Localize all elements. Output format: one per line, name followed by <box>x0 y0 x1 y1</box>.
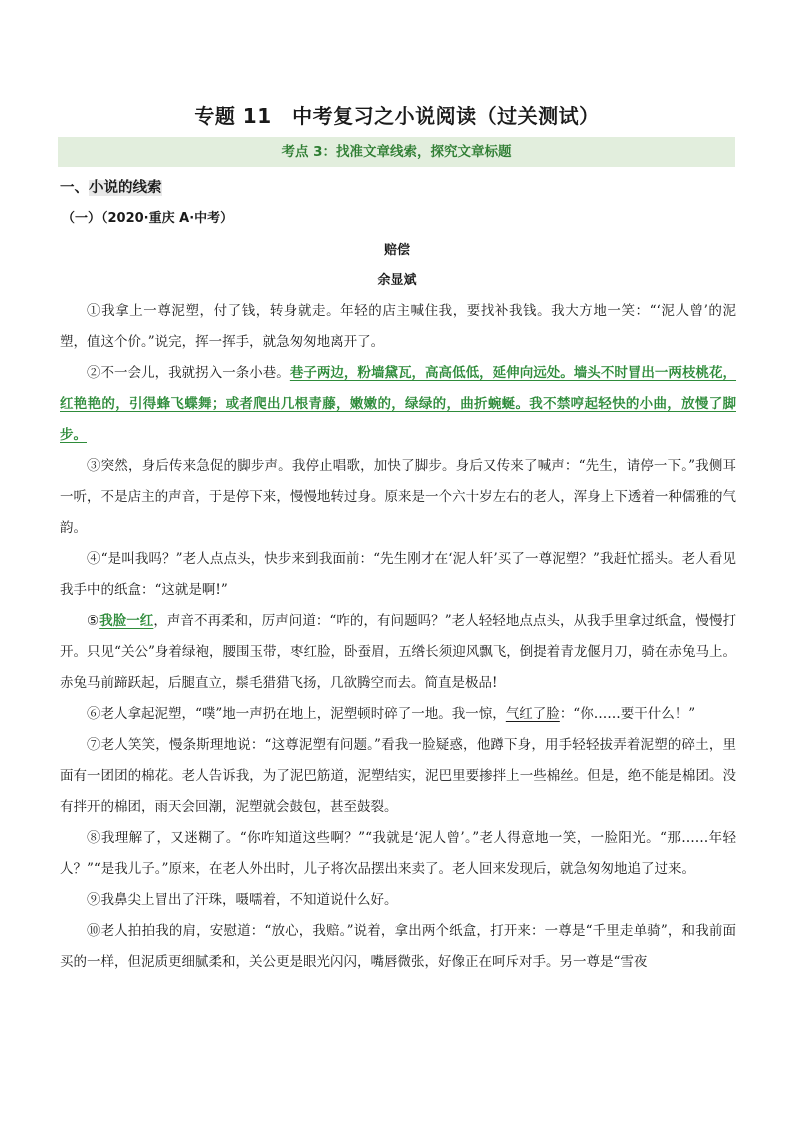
paragraph-9: ⑨我鼻尖上冒出了汗珠，嗫嚅着，不知道说什么好。 <box>87 892 398 908</box>
paragraph-5-number: ⑤ <box>87 613 100 629</box>
paragraph-2-highlight: 巷子两边，粉墙黛瓦，高高低低，延伸向远处。墙头不时冒出一两枝桃花，红艳艳的，引得蜂飞蝶舞；或者爬出几根青藤，嫩嫩的，绿绿的，曲折蜿蜒。我不禁哼起轻快的小曲，放慢了脚步。 <box>60 365 737 443</box>
story-title: 赔偿 <box>383 243 410 258</box>
paragraph-3: ③突然，身后传来急促的脚步声。我停止唱歌，加快了脚步。身后又传来了喊声：“先生，请停一下。”我侧耳一听，不是店主的声音，于是停下来，慢慢地转过身。原来是一个六十岁左右的老人，浑身上下透着一种儒雅的气韵。 <box>60 458 736 536</box>
paragraph-5-rest: ，声音不再柔和，厉声问道：“咋的，有问题吗？”老人轻轻地点点头，从我手里拿过纸盒，慢慢打开。只见“关公”身着绿袍，腰围玉带，枣红脸，卧蚕眉，五绺长须迎风飘飞，倒提着青龙偃月刀，骑在赤兔马上。赤兔马前蹄跃起，后腿直立，鬃毛猎猎飞扬，几欲腾空而去。简直是极品! <box>60 613 737 691</box>
section-heading <box>60 176 162 197</box>
paragraph-10: ⑩老人拍拍我的肩，安慰道：“放心，我赔。”说着，拿出两个纸盒，打开来：一尊是“千里走单骑”，和我前面买的一样，但泥质更细腻柔和，关公更是眼光闪闪，嘴唇微张，好像正在呵斥对手。另一尊是“雪夜 <box>60 923 736 970</box>
subsection-heading: （一）（2020·重庆 A·中考） <box>62 211 234 226</box>
paragraph-1: ①我拿上一尊泥塑，付了钱，转身就走。年轻的店主喊住我，要找补我钱。我大方地一笑：“‘泥人曾’的泥塑，值这个价。”说完，挥一挥手，就急匆匆地离开了。 <box>60 303 736 350</box>
story-author: 余显斌 <box>377 273 417 288</box>
paragraph-6 <box>60 699 736 730</box>
paragraph-6-lead: ⑥老人拿起泥塑，“噗”地一声扔在地上，泥塑顿时碎了一地。我一惊， <box>87 706 506 722</box>
page-title: 专题 11 中考复习之小说阅读（过关测试） <box>194 104 600 128</box>
paragraph-4: ④“是叫我吗？”老人点点头，快步来到我面前：“先生刚才在‘泥人轩’买了一尊泥塑？”我赶忙摇头。老人看见我手中的纸盒：“这就是啊!” <box>60 551 736 598</box>
paragraph-2-lead: ②不一会儿，我就拐入一条小巷。 <box>87 365 290 381</box>
paragraph-8: ⑧我理解了，又迷糊了。“你咋知道这些啊？”“我就是‘泥人曾’。”老人得意地一笑，一脸阳光。“那……年轻人？”“是我儿子。”原来，在老人外出时，儿子将次品摆出来卖了。老人回来发现后，就急匆匆地追了过来。 <box>60 830 736 877</box>
paragraph-5-highlight: 我脸一红 <box>99 613 154 629</box>
paragraph-2 <box>60 358 736 451</box>
section-label: 小说的线索 <box>89 180 162 196</box>
topic-banner: 考点 3：找准文章线索，探究文章标题 <box>58 137 735 167</box>
paragraph-5 <box>60 606 736 699</box>
story-body <box>60 296 736 978</box>
paragraph-6-rest: ：“你……要干什么！” <box>559 706 696 722</box>
paragraph-6-underline: 气红了脸 <box>505 706 560 722</box>
section-prefix: 一、 <box>60 180 89 196</box>
paragraph-7: ⑦老人笑笑，慢条斯理地说：“这尊泥塑有问题。”看我一脸疑惑，他蹲下身，用手轻轻拔弄着泥塑的碎土，里面有一团团的棉花。老人告诉我，为了泥巴筋道，泥塑结实，泥巴里要掺拌上一些棉丝。但是，绝不能是棉团。没有拌开的棉团，雨天会回潮，泥塑就会鼓包，甚至鼓裂。 <box>60 737 736 815</box>
